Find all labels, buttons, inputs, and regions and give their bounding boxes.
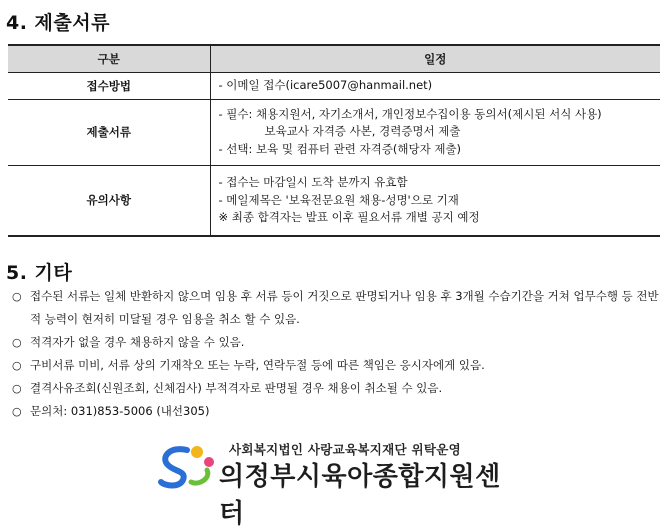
header-schedule: 일정 xyxy=(210,45,660,72)
circle-bullet-icon: ○ xyxy=(12,382,22,395)
method-line: - 이메일 접수(icare5007@hanmail.net) xyxy=(218,77,433,92)
list-item: ○ 문의처: 031)853-5006 (내선305) xyxy=(10,400,662,423)
table-row xyxy=(8,72,660,99)
logo-subtitle: 사회복지법인 사랑교육복지재단 위탁운영 xyxy=(229,442,462,457)
logo-name: 의정부시육아종합지원센터 xyxy=(219,462,501,529)
row-label-notes: 유의사항 xyxy=(8,165,210,236)
center-emblem-icon xyxy=(157,442,217,490)
center-logo xyxy=(157,440,517,529)
row-label-documents: 제출서류 xyxy=(8,99,210,165)
circle-bullet-icon: ○ xyxy=(12,290,22,303)
table-header-row xyxy=(8,45,660,72)
other-notes-list xyxy=(10,285,662,423)
circle-bullet-icon: ○ xyxy=(12,359,22,372)
row-label-method: 접수방법 xyxy=(8,72,210,99)
row-content-notes xyxy=(210,165,660,236)
row-content-method xyxy=(210,72,660,99)
list-item: ○ 적격자가 없을 경우 채용하지 않을 수 있음. xyxy=(10,331,662,354)
row-content-documents xyxy=(210,99,660,165)
documents-line-required-cont: 보육교사 자격증 사본, 경력증명서 제출 xyxy=(264,124,461,139)
documents-line-required: - 필수: 채용지원서, 자기소개서, 개인정보수집이용 동의서(제시된 서식 사용) xyxy=(218,106,602,121)
section-4-title: 4. 제출서류 xyxy=(6,12,110,34)
notes-line-3: ※ 최종 합격자는 발표 이후 필요서류 개별 공지 예정 xyxy=(218,210,480,224)
submission-documents-table xyxy=(8,44,660,237)
section-5-title: 5. 기타 xyxy=(6,262,73,284)
table-row xyxy=(8,99,660,165)
notes-line-2: - 메일제목은 '보육전문요원 채용-성명'으로 기재 xyxy=(218,192,459,207)
table-row xyxy=(8,165,660,236)
list-item: ○ 구비서류 미비, 서류 상의 기재착오 또는 누락, 연락두절 등에 따른 책임은 응시자에게 있음. xyxy=(10,354,662,377)
list-item: ○ 접수된 서류는 일체 반환하지 않으며 임용 후 서류 등이 거짓으로 판명되거나 임용 후 3개월 수습기간을 거쳐 업무수행 등 전반적 능력이 현저히 미달될 경우 임용을 취소 할 수 있음. xyxy=(10,285,662,331)
circle-bullet-icon: ○ xyxy=(12,405,22,418)
notes-line-1: - 접수는 마감일시 도착 분까지 유효함 xyxy=(218,175,408,189)
documents-line-optional: - 선택: 보육 및 컴퓨터 관련 자격증(해당자 제출) xyxy=(218,141,462,156)
list-item: ○ 결격사유조회(신원조회, 신체검사) 부적격자로 판명될 경우 채용이 취소될 수 있음. xyxy=(10,377,662,400)
header-category: 구분 xyxy=(8,45,210,72)
circle-bullet-icon: ○ xyxy=(12,336,22,349)
